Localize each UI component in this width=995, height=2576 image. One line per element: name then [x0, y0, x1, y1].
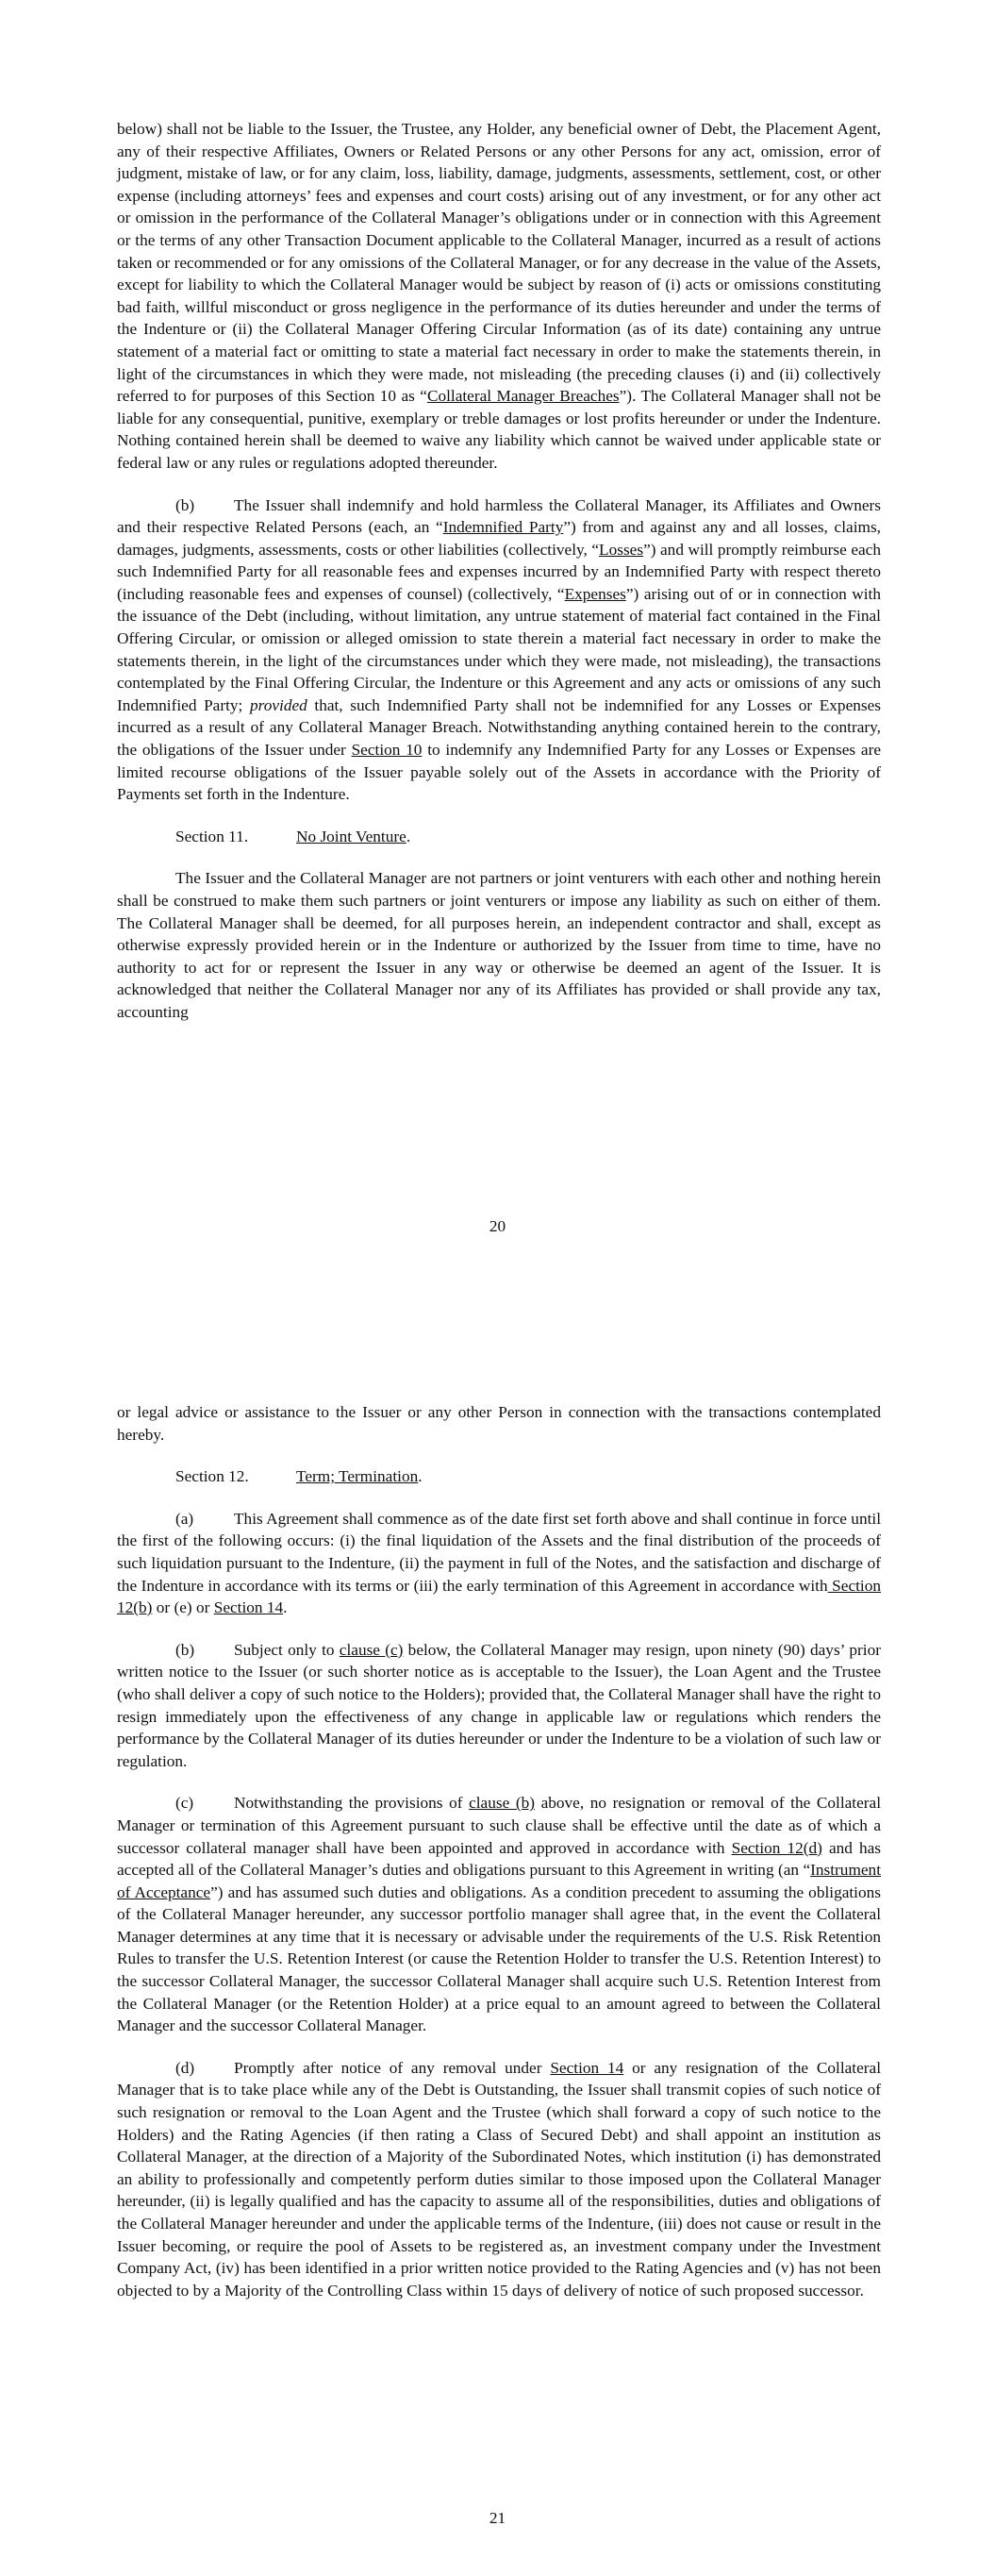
defined-term-collateral-manager-breaches: Collateral Manager Breaches [426, 387, 620, 406]
page-number: 21 [489, 2509, 506, 2527]
section-10a-continuation: below) shall not be liable to the Issuer, the Trustee, any Holder, any beneficial owner of Debt, the Placement Agent, any of their respective Affiliates, Owners or Related Persons or any other Persons for any act, omission, error of judgment, mistake of law, or for any claim, loss, liability, damage, judgments, assessments, settlement, cost, or other expense (including attorneys’ fees and expenses and court costs) arising out of any investment, or for any other act or omission in the performance of the Collateral Manager’s obligations under or in connection with this Agreement or the terms of any other Transaction Document applicable to the Collateral Manager, incurred as a result of actions taken or recommended or for any omissions of the Collateral Manager, or for any decrease in the value of the Assets, except for liability to which the Collateral Manager would be subject by reason of (i) acts or omissions constituting bad faith, willful misconduct or gross negligence in the performance of its duties hereunder and under the terms of the Indenture or (ii) the Collateral Manager Offering Circular Information (as of its date) containing any untrue statement of a material fact or omitting to state a material fact necessary in order to make the statements therein, in light of the circumstances in which they were made, not misleading (the preceding clauses (i) and (ii) collectively referred to for purposes of this Section 10 as “Collateral Manager Breaches”). The Collateral Manager shall not be liable for any consequential, punitive, exemplary or treble damages or lost profits hereunder or under the Indenture. Nothing contained herein shall be deemed to waive any liability which cannot be waived under applicable state or federal law or any rules or regulations adopted thereunder. [117, 120, 881, 472]
ref-section-14: Section 14 [213, 1598, 284, 1617]
section-12-heading: Section 12. Term; Termination. [175, 1467, 423, 1486]
page-21 [0, 1288, 995, 2576]
ref-section-12b: Section 12(b) [117, 1576, 881, 1617]
section-12b: (b) Subject only to clause (c) below, the Collateral Manager may resign, upon ninety (90) days’ prior written notice to the Issuer (or such shorter notice as is acceptable to the Issuer), the Loan Agent and the Trustee (who shall deliver a copy of such notice to the Holders); provided that, the Collateral Manager shall have the right to resign immediately upon the effectiveness of any change in applicable law or regulations which renders the performance by the Collateral Manager of its duties hereunder or under the Indenture to be a violation of such law or regulation. [117, 1640, 881, 1770]
section-11-continuation: or legal advice or assistance to the Issuer or any other Person in connection with the transactions contemplated hereby. [117, 1403, 881, 1444]
section-11-body: The Issuer and the Collateral Manager are not partners or joint venturers with each other and nothing herein shall be construed to make them such partners or joint venturers or impose any liability as such on either of them. The Collateral Manager shall be deemed, for all purposes herein, an independent contractor and shall, except as otherwise expressly provided herein or in the Indenture or authorized by the Issuer from time to time, have no authority to act for or represent the Issuer in any way or otherwise be deemed an agent of the Issuer. It is acknowledged that neither the Collateral Manager nor any of its Affiliates has provided or shall provide any tax, accounting [117, 869, 881, 1021]
ref-clause-b: clause (b) [469, 1794, 535, 1813]
section-11-heading: Section 11. No Joint Venture. [175, 827, 411, 845]
section-12a: (a) This Agreement shall commence as of the date first set forth above and shall continue in force until the first of the following occurs: (i) the final liquidation of the Assets and the final distribution of the proceeds of such liquidation pursuant to the Indenture, (ii) the payment in full of the Notes, and the satisfaction and discharge of the Indenture in accordance with its terms or (iii) the early termination of this Agreement in accordance with Section 12(b) or (e) or Section 14. [117, 1509, 881, 1617]
defined-term-losses: Losses [599, 540, 644, 559]
section-10b: (b) The Issuer shall indemnify and hold harmless the Collateral Manager, its Affiliates and Owners and their respective Related Persons (each, an “Indemnified Party”) from and against any and all losses, claims, damages, judgments, assessments, costs or other liabilities (collectively, “Losses”) and will promptly reimburse each such Indemnified Party for all reasonable fees and expenses incurred by an Indemnified Party with respect thereto (including reasonable fees and expenses of counsel) (collectively, “Expenses”) arising out of or in connection with the issuance of the Debt (including, without limitation, any untrue statement of material fact contained in the Final Offering Circular, or omission or alleged omission to state therein a material fact necessary in order to make the statements therein, in the light of the circumstances under which they were made, not misleading), the transactions contemplated by the Final Offering Circular, the Indenture or this Agreement and any acts or omissions of any such Indemnified Party; provided that, such Indemnified Party shall not be indemnified for any Losses or Expenses incurred as a result of any Collateral Manager Breach. Notwithstanding anything contained herein to the contrary, the obligations of the Issuer under Section 10 to indemnify any Indemnified Party for any Losses or Expenses are limited recourse obligations of the Issuer payable solely out of the Assets in accordance with the Priority of Payments set forth in the Indenture. [117, 495, 881, 804]
page-21-body [117, 1401, 881, 2321]
page-number: 20 [489, 1217, 506, 1235]
defined-term-expenses: Expenses [564, 584, 626, 603]
defined-term-indemnified-party: Indemnified Party [442, 518, 564, 537]
defined-term-instrument-of-acceptance: Instrument of Acceptance [117, 1861, 881, 1901]
ref-clause-c: clause (c) [339, 1640, 404, 1659]
ref-section-14: Section 14 [550, 2058, 624, 2077]
section-12d: (d) Promptly after notice of any removal under Section 14 or any resignation of the Collateral Manager that is to take place while any of the Debt is Outstanding, the Issuer shall transmit copies of such notice of such resignation or removal to the Loan Agent and the Trustee (which shall forward a copy of such notice to the Holders) and the Rating Agencies (if then rating a Class of Secured Debt) and shall appoint an institution as Collateral Manager, at the direction of a Majority of the Subordinated Notes, which institution (i) has demonstrated an ability to professionally and competently perform duties similar to those imposed upon the Collateral Manager hereunder, (ii) is legally qualified and has the capacity to assume all of the responsibilities, duties and obligations of the Collateral Manager hereunder and under the applicable terms of the Indenture, (iii) does not cause or result in the Issuer becoming, or require the pool of Assets to be registered as, an investment company under the Investment Company Act, (iv) has been identified in a prior written notice provided to the Rating Agencies and (v) has not been objected to by a Majority of the Controlling Class within 15 days of delivery of notice of such proposed successor. [117, 2058, 882, 2300]
ref-section-10: Section 10 [351, 741, 423, 760]
ref-section-12d: Section 12(d) [731, 1838, 822, 1857]
section-12c: (c) Notwithstanding the provisions of clause (b) above, no resignation or removal of the Collateral Manager or termination of this Agreement pursuant to such clause shall be effective until the date as of which a successor collateral manager shall have been appointed and approved in accordance with Section 12(d) and has accepted all of the Collateral Manager’s duties and obligations pursuant to this Agreement in writing (an “Instrument of Acceptance”) and has assumed such duties and obligations. As a condition precedent to assuming the obligations of the Collateral Manager hereunder, any successor portfolio manager shall agree that, in the event the Collateral Manager determines at any time that it is necessary or advisable under the requirements of the U.S. Risk Retention Rules to transfer the U.S. Retention Interest (or cause the Retention Holder to transfer the U.S. Retention Interest) to the successor Collateral Manager, the successor Collateral Manager shall acquire such U.S. Retention Interest from the Collateral Manager (or the Retention Holder) at a price equal to an amount agreed to between the Collateral Manager and the successor Collateral Manager. [117, 1794, 881, 2035]
page-20-body [117, 118, 881, 1044]
